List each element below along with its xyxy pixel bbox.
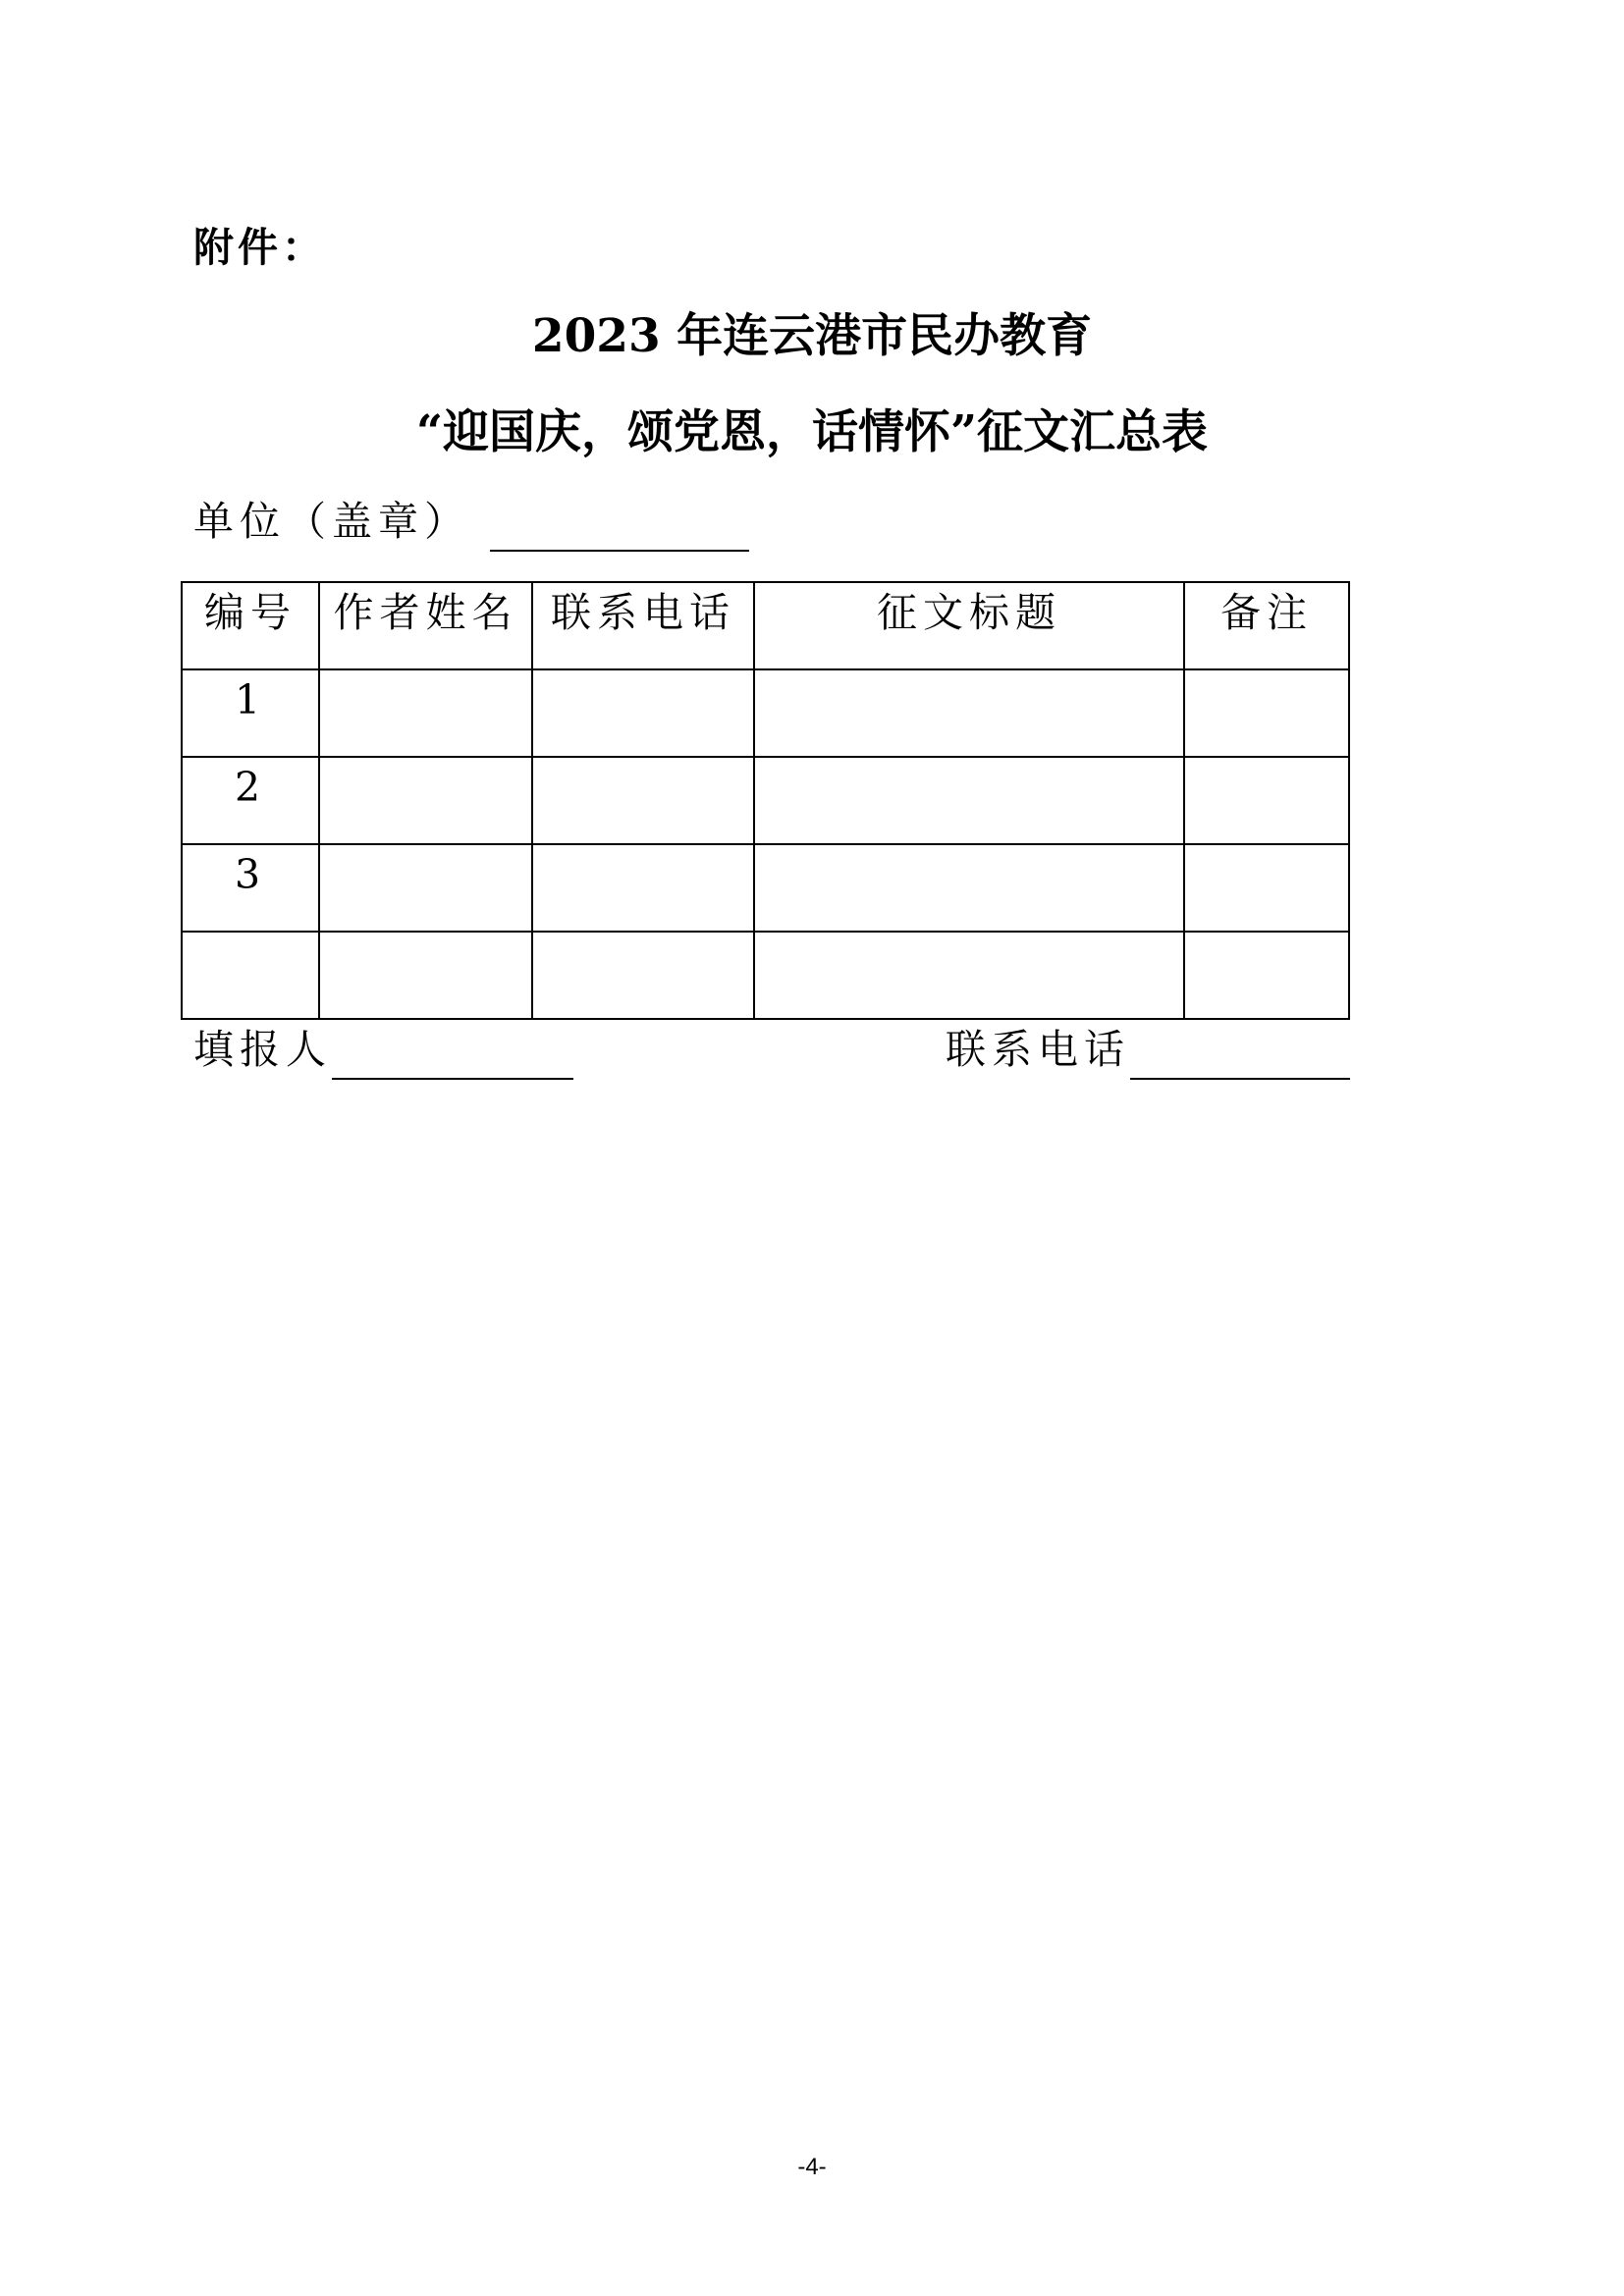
- cell-essay-title[interactable]: [754, 669, 1184, 757]
- cell-author-name[interactable]: [319, 932, 532, 1019]
- cell-author-name[interactable]: [319, 844, 532, 932]
- document-title-line-2: “迎国庆，颂党恩，话情怀”征文汇总表: [415, 405, 1209, 459]
- cell-number: 1: [182, 669, 319, 757]
- reporter-label: 填报人: [193, 1026, 332, 1073]
- header-remarks: 备注: [1184, 582, 1349, 669]
- attachment-label: 附件：: [193, 224, 326, 271]
- table-row: [182, 844, 1349, 932]
- cell-author-name[interactable]: [319, 757, 532, 844]
- cell-remarks[interactable]: [1184, 669, 1349, 757]
- table-row: [182, 669, 1349, 757]
- cell-remarks[interactable]: [1184, 757, 1349, 844]
- table-header-row: [182, 582, 1349, 669]
- header-essay-title: 征文标题: [754, 582, 1184, 669]
- cell-remarks[interactable]: [1184, 844, 1349, 932]
- cell-number[interactable]: [182, 932, 319, 1019]
- unit-stamp-line: [193, 491, 749, 552]
- table-row: [182, 757, 1349, 844]
- cell-contact-phone[interactable]: [532, 757, 754, 844]
- cell-essay-title[interactable]: [754, 932, 1184, 1019]
- phone-line: [946, 1019, 1350, 1080]
- header-contact-phone: 联系电话: [532, 582, 754, 669]
- cell-contact-phone[interactable]: [532, 932, 754, 1019]
- page-number: -4-: [797, 2154, 827, 2180]
- phone-label: 联系电话: [946, 1026, 1130, 1073]
- cell-contact-phone[interactable]: [532, 844, 754, 932]
- document-title-line-1: 2023 年连云港市民办教育: [531, 309, 1093, 363]
- cell-remarks[interactable]: [1184, 932, 1349, 1019]
- cell-number: 2: [182, 757, 319, 844]
- unit-blank-field[interactable]: [490, 499, 749, 552]
- reporter-blank-field[interactable]: [332, 1027, 573, 1080]
- cell-number: 3: [182, 844, 319, 932]
- reporter-line: [193, 1019, 573, 1080]
- cell-contact-phone[interactable]: [532, 669, 754, 757]
- table-row: [182, 932, 1349, 1019]
- unit-label: 单位（盖章）: [193, 498, 470, 545]
- phone-blank-field[interactable]: [1130, 1027, 1350, 1080]
- cell-author-name[interactable]: [319, 669, 532, 757]
- cell-essay-title[interactable]: [754, 844, 1184, 932]
- header-number: 编号: [182, 582, 319, 669]
- cell-essay-title[interactable]: [754, 757, 1184, 844]
- header-author-name: 作者姓名: [319, 582, 532, 669]
- summary-table: [181, 581, 1350, 1020]
